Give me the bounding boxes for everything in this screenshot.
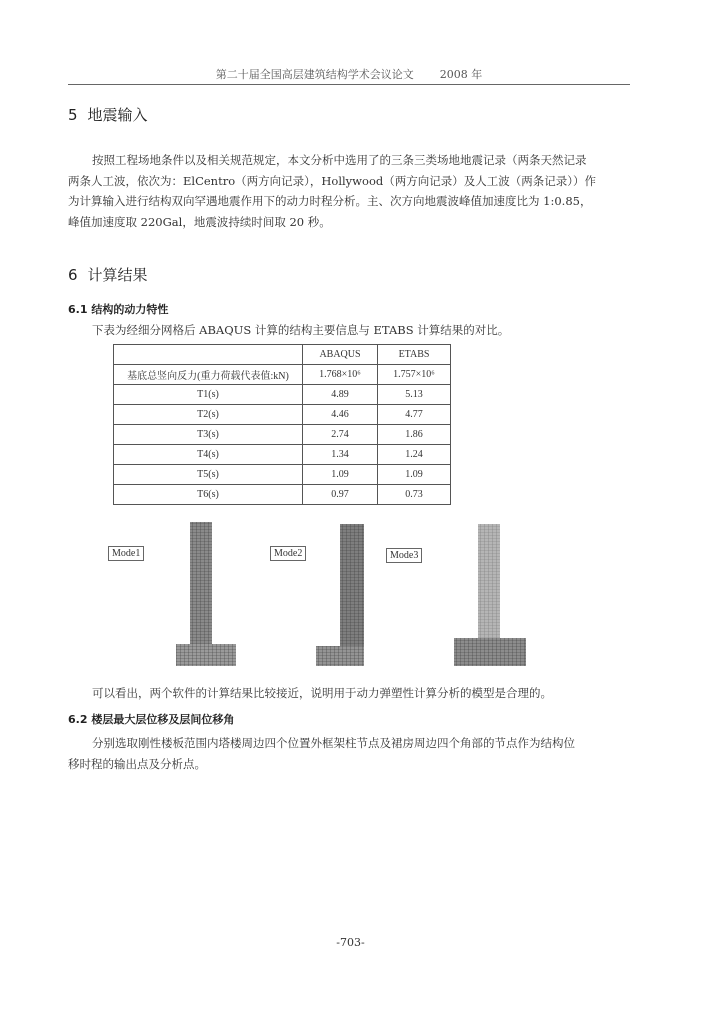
conclusion-text: 可以看出，两个软件的计算结果比较接近，说明用于动力弹塑性计算分析的模型是合理的。	[92, 686, 552, 700]
table-cell: 2.74	[303, 425, 378, 445]
table-cell: 基底总竖向反力(重力荷载代表值:kN)	[114, 365, 303, 385]
subsection-6-1-heading: 6.1 结构的动力特性	[68, 303, 169, 316]
table-cell: T1(s)	[114, 385, 303, 405]
mode1-label: Mode1	[108, 546, 144, 561]
table-cell: 1.768×10⁶	[303, 365, 378, 385]
section-6-number: 6	[68, 266, 78, 284]
section-5-heading	[68, 104, 148, 125]
section-5-line-4: 峰值加速度取 220Gal，地震波持续时间取 20 秒。	[68, 214, 331, 229]
table-cell: T6(s)	[114, 485, 303, 505]
table-cell: T4(s)	[114, 445, 303, 465]
mode1-tower-image	[172, 520, 252, 670]
subsection-6-2-line-2: 移时程的输出点及分析点。	[68, 756, 206, 771]
table-cell: T5(s)	[114, 465, 303, 485]
table-row	[114, 465, 451, 485]
table-cell: 4.89	[303, 385, 378, 405]
table-row	[114, 365, 451, 385]
table-cell: T3(s)	[114, 425, 303, 445]
mode3-label: Mode3	[386, 548, 422, 563]
section-5-body	[68, 150, 630, 232]
table-cell: 1.09	[303, 465, 378, 485]
mode2-tower-image	[310, 520, 390, 670]
subsection-6-1-intro	[68, 320, 630, 341]
table-row	[114, 425, 451, 445]
table-intro-text: 下表为经细分网格后 ABAQUS 计算的结构主要信息与 ETABS 计算结果的对比。	[92, 323, 510, 337]
table-header-cell	[114, 345, 303, 365]
subsection-6-2-body	[68, 733, 630, 774]
table-cell: 0.73	[378, 485, 451, 505]
table-cell: 5.13	[378, 385, 451, 405]
table-row	[114, 405, 451, 425]
results-table	[113, 344, 451, 505]
table-header-cell: ABAQUS	[303, 345, 378, 365]
table-cell: 1.757×10⁶	[378, 365, 451, 385]
header-title: 第二十届全国高层建筑结构学术会议论文	[215, 68, 414, 81]
section-6-title: 计算结果	[87, 266, 148, 284]
table-header-cell: ETABS	[378, 345, 451, 365]
subsection-6-2-heading: 6.2 楼层最大层位移及层间位移角	[68, 713, 235, 726]
table-cell: 1.34	[303, 445, 378, 465]
section-5-line-3: 为计算输入进行结构双向罕遇地震作用下的动力时程分析。主、次方向地震波峰值加速度比为 1:0.85，	[68, 194, 592, 208]
table-cell: T2(s)	[114, 405, 303, 425]
table-row	[114, 385, 451, 405]
section-5-title: 地震输入	[87, 106, 148, 124]
table-cell: 1.24	[378, 445, 451, 465]
table-row	[114, 485, 451, 505]
section-5-line-2: 两条人工波，依次为：ElCentro（两方向记录），Hollywood（两方向记录）及人工波（两条记录））作	[68, 173, 596, 188]
table-cell: 4.46	[303, 405, 378, 425]
mode3-tower-image	[448, 520, 538, 670]
section-6-heading	[68, 264, 148, 285]
subsection-6-2-line-1: 分别选取刚性楼板范围内塔楼周边四个位置外框架柱节点及裙房周边四个角部的节点作为结构位	[92, 736, 575, 750]
section-5-number: 5	[68, 106, 78, 124]
section-5-line-1: 按照工程场地条件以及相关规范规定，本文分析中选用了的三条三类场地地震记录（两条天然记录	[92, 153, 587, 167]
page-number: -703-	[336, 936, 365, 949]
table-cell: 1.86	[378, 425, 451, 445]
table-cell: 1.09	[378, 465, 451, 485]
running-header	[68, 66, 630, 85]
header-year: 2008 年	[439, 68, 483, 81]
table-row	[114, 445, 451, 465]
mode2-label: Mode2	[270, 546, 306, 561]
table-cell: 4.77	[378, 405, 451, 425]
conclusion-paragraph	[68, 683, 630, 704]
table-header-row	[114, 345, 451, 365]
table-cell: 0.97	[303, 485, 378, 505]
